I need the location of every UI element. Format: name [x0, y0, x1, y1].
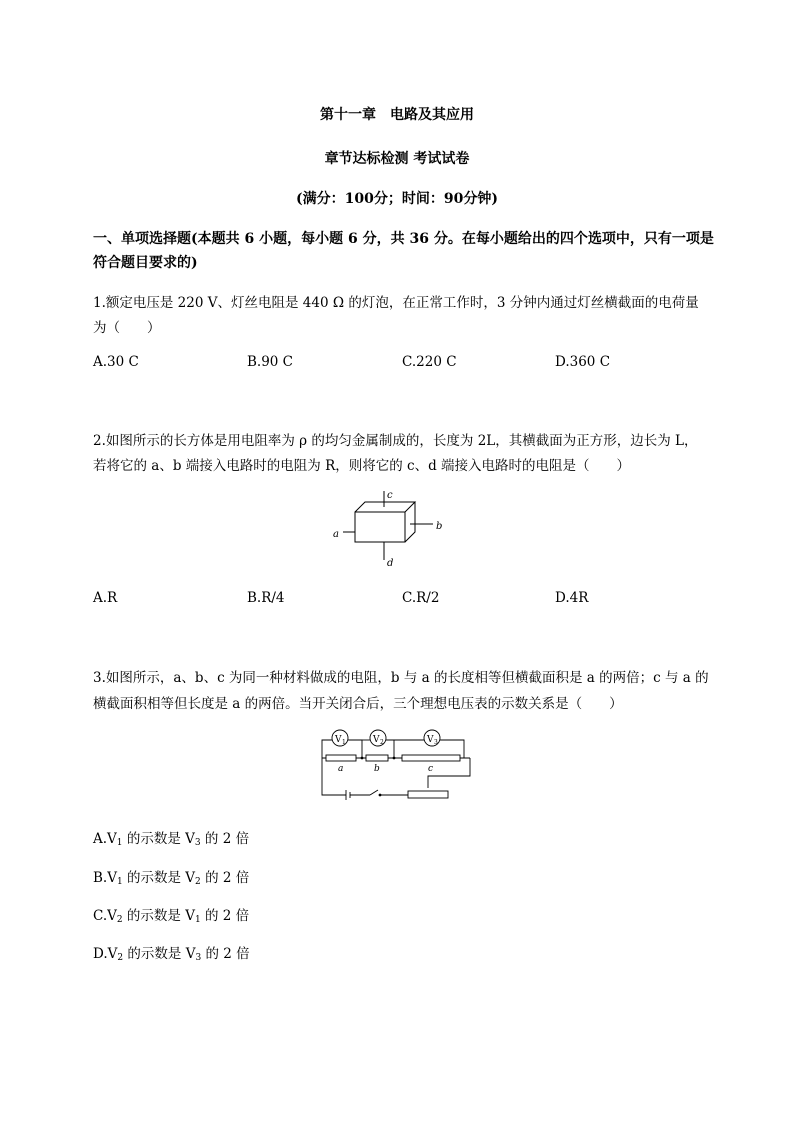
q2-option-c[interactable]: C.R/2	[402, 590, 440, 606]
q3-option-c[interactable]: $C.V_2$ 的示数是 $V_1$ 的 2 倍	[93, 908, 250, 925]
resistor-c-label: c	[428, 764, 434, 774]
exam-subtitle: 章节达标检测 考试试卷	[324, 151, 470, 167]
label-c: c	[387, 490, 393, 501]
q2-option-b[interactable]: B.R/4	[247, 590, 285, 606]
svg-text:2: 2	[380, 739, 384, 746]
q1-option-b[interactable]: B.90 C	[247, 354, 294, 370]
circuit-figure	[318, 724, 478, 804]
voltmeter-2-label: V	[373, 735, 380, 745]
q3-stem-line1: 3.如图所示，a、b、c 为同一种材料做成的电阻，b 与 a 的长度相等但横截面积是 a 的两倍；c 与 a 的	[93, 670, 709, 686]
voltmeter-1-label: V	[335, 735, 342, 745]
label-b: b	[436, 521, 443, 532]
q3-option-a[interactable]: $A.V_1$ 的示数是 $V_3$ 的 2 倍	[93, 831, 250, 848]
q1-stem-line2: 为（ ）	[93, 320, 161, 336]
q1-option-a[interactable]: A.30 C	[93, 354, 139, 370]
q2-option-a[interactable]: A.R	[93, 590, 118, 606]
resistor-a-label: a	[338, 764, 344, 774]
chapter-title: 第十一章 电路及其应用	[320, 107, 474, 123]
q2-option-d[interactable]: D.4R	[555, 590, 589, 606]
q3-option-b[interactable]: $B.V_1$ 的示数是 $V_2$ 的 2 倍	[93, 870, 250, 887]
svg-text:1: 1	[342, 739, 346, 746]
q2-stem-line2: 若将它的 a、b 端接入电路时的电阻为 R，则将它的 c、d 端接入电路时的电阻是（ ）	[93, 458, 631, 474]
exam-meta: (满分：100分；时间：90分钟)	[296, 191, 498, 207]
svg-text:3: 3	[434, 739, 438, 746]
q1-option-c[interactable]: C.220 C	[402, 354, 457, 370]
q3-option-d[interactable]: $D.V_2$ 的示数是 $V_3$ 的 2 倍	[93, 946, 250, 963]
label-a: a	[333, 529, 339, 540]
q3-stem-line2: 横截面积相等但长度是 a 的两倍。当开关闭合后，三个理想电压表的示数关系是（ ）	[93, 696, 623, 712]
label-d: d	[387, 558, 394, 569]
cuboid-figure	[325, 486, 455, 570]
section-heading-line1: 一、单项选择题(本题共 6 小题，每小题 6 分，共 36 分。在每小题给出的四个选项中，只有一项是	[93, 231, 714, 247]
section-heading-line2: 符合题目要求的)	[93, 255, 198, 271]
q1-stem-line1: 1.额定电压是 220 V、灯丝电阻是 440 Ω 的灯泡，在正常工作时，3 分钟内通过灯丝横截面的电荷量	[93, 295, 699, 311]
q1-option-d[interactable]: D.360 C	[555, 354, 611, 370]
voltmeter-3-label: V	[427, 735, 434, 745]
q2-stem-line1: 2.如图所示的长方体是用电阻率为 ρ 的均匀金属制成的，长度为 2L，其横截面为正方形，边长为 L，	[93, 433, 698, 449]
resistor-b-label: b	[374, 764, 380, 774]
